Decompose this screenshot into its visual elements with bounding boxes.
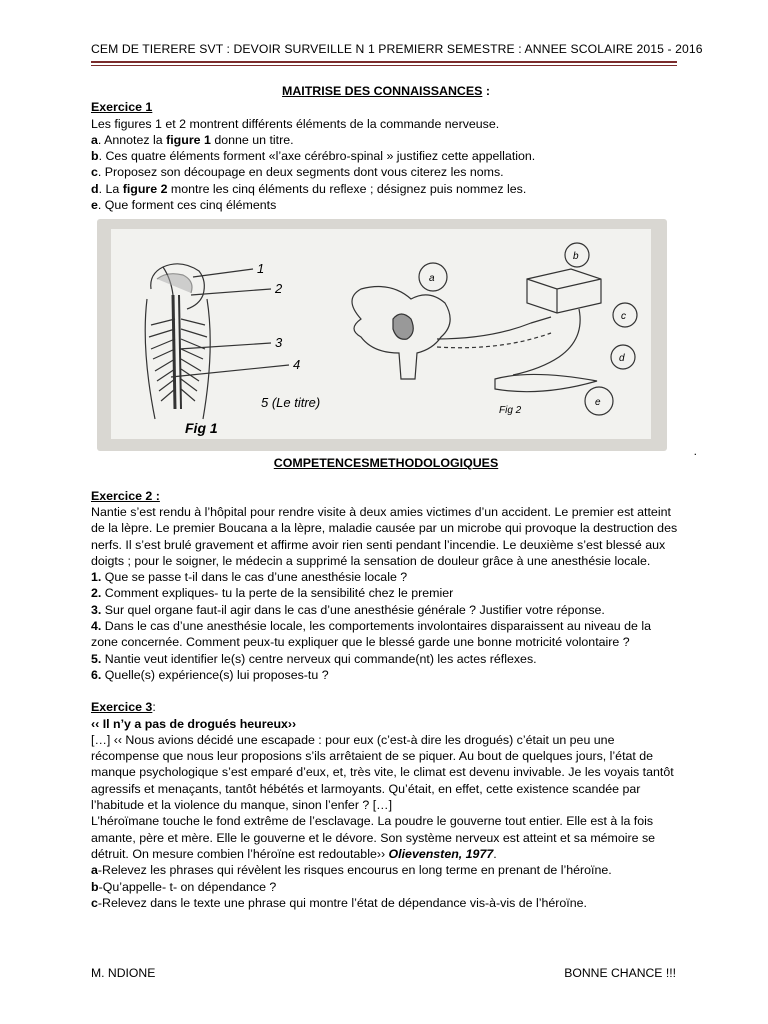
question-letter: b: [91, 149, 99, 164]
exercise2-question: [91, 569, 681, 585]
fig2-label-b: b: [573, 251, 579, 263]
question-number: 1.: [91, 570, 102, 585]
fig1-caption: Fig 1: [185, 420, 218, 437]
fig2-caption: Fig 2: [499, 405, 522, 417]
figure-image: [111, 229, 651, 439]
question-bold: figure 2: [122, 181, 168, 196]
question-letter: a: [91, 863, 98, 878]
fig1-title-label: 5 (Le titre): [261, 395, 321, 411]
question-text: -Relevez les phrases qui révèlent les risques encourus en long terme en prenant de l’héroïne.: [97, 863, 612, 878]
fig2-reflex-arc-drawing: [352, 243, 637, 415]
fig2-label-c: c: [621, 311, 626, 323]
header-rule: [91, 61, 677, 63]
exercise2-questions: [91, 569, 681, 683]
exercise2-question: [91, 667, 681, 683]
header-rule-thin: [91, 65, 677, 66]
exercise3-paragraph-1: […] ‹‹ Nous avions décidé une escapade : pour eux (c’est-à dire les drogués) c’était un peu une récompense que nous leur proposions s’ils arrêtaient de se piquer. Au bout de quelques jours, l’état de manque psychologique s’est emparé d’eux, et, très vite, le climat est devenu invivable. Je les voyais tantôt agressifs et menaçants, tantôt hébétés et larmoyants. Qu’était, en effet, cette existence scandée par l’habitude et la violence du manque, sinon l’enfer ? […]: [91, 732, 674, 813]
exercise3-title: Exercice 3:: [91, 700, 156, 715]
question-text: Sur quel organe faut-il agir dans le cas d’une anesthésie générale ? Justifier votre réponse.: [101, 602, 605, 617]
question-number: 2.: [91, 586, 102, 601]
exercise3-paragraph-2: L’héroïmane touche le fond extrême de l’esclavage. La poudre le gouverne tout entier. Elle est à la fois amante, père et mère. Elle le gouverne et le dévore. Son système nerveux est atteint et sa mémoire se détruit. On mesure combien l’héroïne est redoutable›› Olievensten, 1977.: [91, 814, 656, 861]
fig2-label-d: d: [619, 353, 625, 365]
exercise1-question: [91, 197, 681, 213]
question-text-end: montre les cinq éléments du reflexe ; désignez puis nommez les.: [167, 181, 527, 196]
question-letter: b: [91, 879, 99, 894]
fig1-label-3: 3: [275, 335, 283, 351]
exercise3-questions: [91, 862, 681, 911]
exercise3-question: [91, 895, 681, 911]
fig2-label-a: a: [429, 273, 435, 285]
question-bold: figure 1: [166, 132, 211, 147]
question-text: Nantie veut identifier le(s) centre nerveux qui commande(nt) les actes réflexes.: [101, 651, 537, 666]
fig1-label-1: 1: [257, 261, 265, 277]
question-text: Comment expliques- tu la perte de la sensibilité chez le premier: [101, 586, 454, 601]
question-text: . Proposez son découpage en deux segments dont vous citerez les noms.: [97, 165, 504, 180]
trailing-dot: .: [693, 444, 697, 459]
exercise2-question: [91, 651, 681, 667]
question-text: Dans le cas d’une anesthésie locale, les comportements involontaires disparaissent au niveau de la zone concernée. Comment peux-tu expliquer que le blessé garde une bonne motricité volontaire ?: [91, 619, 651, 650]
exercise1-question: [91, 132, 681, 148]
page-header: CEM DE TIERERE SVT : DEVOIR SURVEILLE N 1 PREMIERR SEMESTRE : ANNEE SCOLAIRE 2015 - 2016: [91, 42, 703, 56]
exercise3-question: [91, 862, 681, 878]
citation: Olievensten, 1977: [388, 846, 494, 861]
section-title-competences: COMPETENCESMETHODOLOGIQUES: [273, 456, 499, 471]
exercise2-question: [91, 602, 681, 618]
fig1-label-2: 2: [275, 281, 283, 297]
figure-panel: [97, 219, 697, 459]
question-number: 4.: [91, 619, 102, 634]
footer-closing: BONNE CHANCE !!!: [564, 966, 676, 980]
question-text: . Annotez la: [97, 132, 167, 147]
question-letter: c: [91, 165, 98, 180]
question-letter: e: [91, 198, 98, 213]
exercise1-question: [91, 181, 681, 197]
exercise2-question: [91, 618, 681, 651]
exercise3-question: [91, 879, 681, 895]
question-text: Que se passe t-il dans le cas d’une anesthésie locale ?: [101, 570, 408, 585]
question-letter: a: [91, 132, 98, 147]
question-text: . Que forment ces cinq éléments: [97, 198, 277, 213]
exercise2-title: Exercice 2 :: [91, 488, 160, 503]
fig1-label-4: 4: [293, 357, 301, 373]
exercise1-intro: Les figures 1 et 2 montrent différents éléments de la commande nerveuse.: [91, 116, 500, 131]
exercise2-text: Nantie s’est rendu à l’hôpital pour rendre visite à deux amies victimes d’un accident. Le premier est atteint de la lèpre. Le premier Boucana a la lèpre, maladie causée par un microbe qui provoque la destruction des nerfs. Il s’est brulé gravement et affirme avoir rien senti pendant l’incendie. Le deuxième s’est blessé aux doigts ; pour le soigner, le médecin a supprimé la sensation de douleur grâce à une anesthésie locale.: [91, 504, 678, 568]
question-number: 5.: [91, 651, 102, 666]
question-text: . La: [98, 181, 123, 196]
fig2-label-e: e: [595, 397, 601, 409]
question-number: 6.: [91, 667, 102, 682]
exercise2-question: [91, 585, 681, 601]
question-number: 3.: [91, 602, 102, 617]
exercise1-question: [91, 164, 681, 180]
question-text: -Relevez dans le texte une phrase qui montre l’état de dépendance vis-à-vis de l’héroïne.: [97, 895, 587, 910]
question-letter: c: [91, 895, 98, 910]
question-text: . Ces quatre éléments forment «l’axe cérébro-spinal » justifiez cette appellation.: [98, 149, 536, 164]
exercise1-title: Exercice 1: [91, 100, 153, 115]
nervous-system-diagram: [111, 229, 651, 439]
document-body: [91, 83, 697, 911]
exercise3-quote-title: ‹‹ Il n’y a pas de drogués heureux››: [91, 716, 297, 731]
question-letter: d: [91, 181, 99, 196]
question-text-end: donne un titre.: [210, 132, 294, 147]
question-text: -Qu’appelle- t- on dépendance ?: [98, 879, 277, 894]
footer-author: M. NDIONE: [91, 966, 156, 980]
exercise1-question: [91, 148, 681, 164]
exercise1-questions: [91, 132, 681, 213]
question-text: Quelle(s) expérience(s) lui proposes-tu ?: [101, 667, 329, 682]
section-title-knowledge: MAITRISE DES CONNAISSANCES :: [282, 84, 490, 98]
